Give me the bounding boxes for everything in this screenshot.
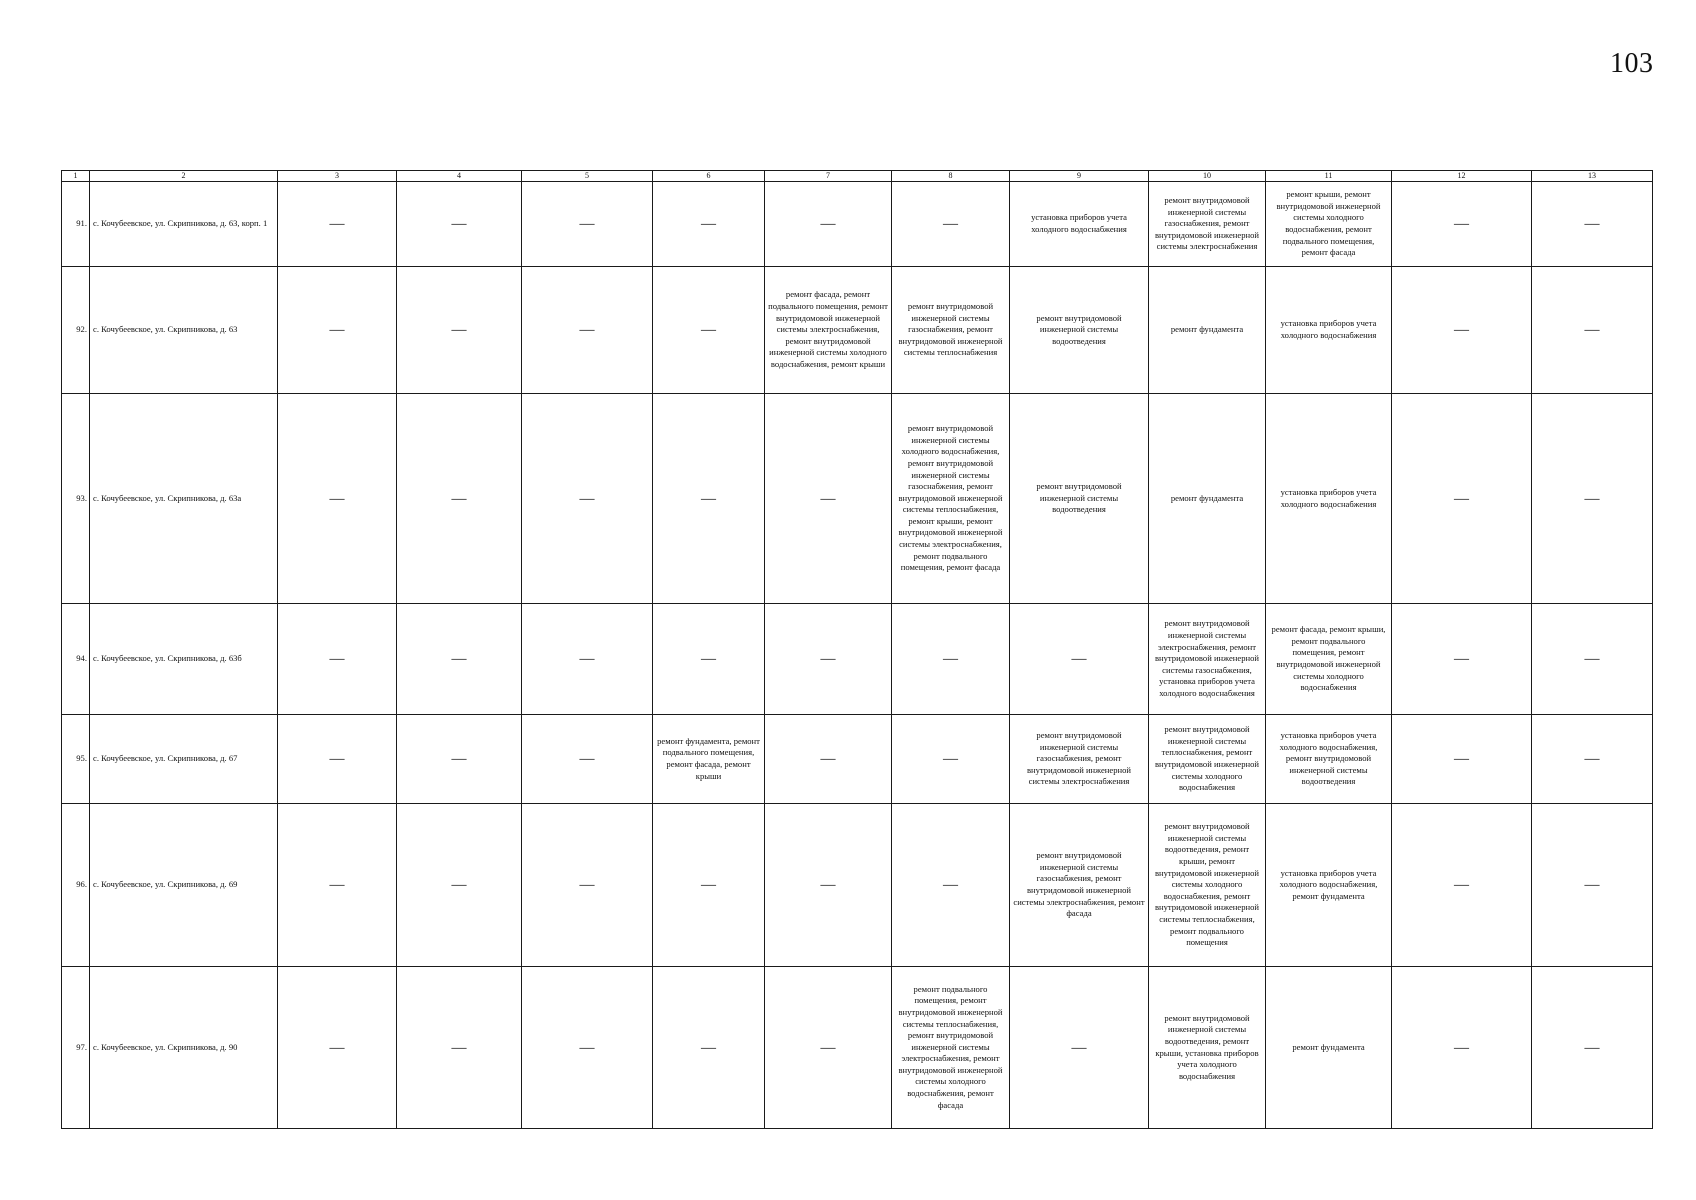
- cell-col-3: —: [278, 967, 397, 1129]
- cell-col-12: —: [1392, 394, 1532, 604]
- cell-col-10: ремонт внутридомовой инженерной системы газоснабжения, ремонт внутридомовой инженерной системы электроснабжения: [1149, 182, 1266, 267]
- cell-col-8: —: [892, 804, 1010, 967]
- cell-col-10: ремонт фундамента: [1149, 394, 1266, 604]
- cell-col-6: —: [653, 394, 765, 604]
- cell-col-11: установка приборов учета холодного водоснабжения: [1266, 394, 1392, 604]
- cell-col-9: ремонт внутридомовой инженерной системы газоснабжения, ремонт внутридомовой инженерной системы электроснабжения, ремонт фасада: [1010, 804, 1149, 967]
- cell-col-5: —: [522, 604, 653, 715]
- cell-col-3: —: [278, 394, 397, 604]
- cell-col-8: —: [892, 715, 1010, 804]
- cell-col-6: —: [653, 267, 765, 394]
- cell-col-4: —: [397, 267, 522, 394]
- page-number: 103: [1610, 48, 1654, 79]
- cell-col-5: —: [522, 715, 653, 804]
- row-number: 91.: [62, 182, 90, 267]
- table-row: [62, 182, 1653, 267]
- cell-col-3: —: [278, 182, 397, 267]
- cell-col-13: —: [1532, 267, 1653, 394]
- cell-col-10: ремонт внутридомовой инженерной системы электроснабжения, ремонт внутридомовой инженерной системы газоснабжения, установка приборов учета холодного водоснабжения: [1149, 604, 1266, 715]
- cell-col-13: —: [1532, 394, 1653, 604]
- cell-col-7: —: [765, 394, 892, 604]
- cell-col-10: ремонт внутридомовой инженерной системы теплоснабжения, ремонт внутридомовой инженерной системы холодного водоснабжения: [1149, 715, 1266, 804]
- cell-col-5: —: [522, 267, 653, 394]
- cell-col-6: —: [653, 804, 765, 967]
- table-row: [62, 267, 1653, 394]
- cell-col-12: —: [1392, 804, 1532, 967]
- cell-col-6: —: [653, 967, 765, 1129]
- row-number: 95.: [62, 715, 90, 804]
- column-header: 4: [397, 171, 522, 182]
- cell-col-5: —: [522, 182, 653, 267]
- cell-col-8: ремонт внутридомовой инженерной системы газоснабжения, ремонт внутридомовой инженерной системы теплоснабжения: [892, 267, 1010, 394]
- table-row: [62, 604, 1653, 715]
- table-row: [62, 967, 1653, 1129]
- address-cell: с. Кочубеевское, ул. Скрипникова, д. 63: [90, 267, 278, 394]
- cell-col-10: ремонт фундамента: [1149, 267, 1266, 394]
- table-row: [62, 715, 1653, 804]
- cell-col-13: —: [1532, 182, 1653, 267]
- address-cell: с. Кочубеевское, ул. Скрипникова, д. 63б: [90, 604, 278, 715]
- cell-col-12: —: [1392, 182, 1532, 267]
- cell-col-12: —: [1392, 967, 1532, 1129]
- cell-col-11: установка приборов учета холодного водоснабжения: [1266, 267, 1392, 394]
- address-cell: с. Кочубеевское, ул. Скрипникова, д. 67: [90, 715, 278, 804]
- column-header: 13: [1532, 171, 1653, 182]
- column-header: 3: [278, 171, 397, 182]
- column-header: 6: [653, 171, 765, 182]
- cell-col-3: —: [278, 804, 397, 967]
- row-number: 97.: [62, 967, 90, 1129]
- cell-col-4: —: [397, 715, 522, 804]
- row-number: 96.: [62, 804, 90, 967]
- cell-col-12: —: [1392, 267, 1532, 394]
- cell-col-7: —: [765, 804, 892, 967]
- cell-col-3: —: [278, 604, 397, 715]
- column-header: 5: [522, 171, 653, 182]
- cell-col-6: —: [653, 604, 765, 715]
- address-cell: с. Кочубеевское, ул. Скрипникова, д. 90: [90, 967, 278, 1129]
- cell-col-9: —: [1010, 604, 1149, 715]
- table-row: [62, 804, 1653, 967]
- cell-col-10: ремонт внутридомовой инженерной системы водоотведения, ремонт крыши, установка приборов учета холодного водоснабжения: [1149, 967, 1266, 1129]
- row-number: 92.: [62, 267, 90, 394]
- cell-col-3: —: [278, 715, 397, 804]
- cell-col-6: ремонт фундамента, ремонт подвального помещения, ремонт фасада, ремонт крыши: [653, 715, 765, 804]
- row-number: 94.: [62, 604, 90, 715]
- cell-col-5: —: [522, 967, 653, 1129]
- column-header: 9: [1010, 171, 1149, 182]
- cell-col-12: —: [1392, 715, 1532, 804]
- address-cell: с. Кочубеевское, ул. Скрипникова, д. 63, корп. 1: [90, 182, 278, 267]
- cell-col-13: —: [1532, 715, 1653, 804]
- column-header: 11: [1266, 171, 1392, 182]
- cell-col-8: ремонт подвального помещения, ремонт внутридомовой инженерной системы теплоснабжения, ремонт внутридомовой инженерной системы электроснабжения, ремонт внутридомовой инженерной системы холодного водоснабжения, ремонт фасада: [892, 967, 1010, 1129]
- cell-col-7: —: [765, 604, 892, 715]
- cell-col-9: ремонт внутридомовой инженерной системы газоснабжения, ремонт внутридомовой инженерной системы электроснабжения: [1010, 715, 1149, 804]
- cell-col-9: ремонт внутридомовой инженерной системы водоотведения: [1010, 267, 1149, 394]
- address-cell: с. Кочубеевское, ул. Скрипникова, д. 63а: [90, 394, 278, 604]
- cell-col-11: ремонт фундамента: [1266, 967, 1392, 1129]
- cell-col-9: —: [1010, 967, 1149, 1129]
- cell-col-6: —: [653, 182, 765, 267]
- cell-col-11: установка приборов учета холодного водоснабжения, ремонт фундамента: [1266, 804, 1392, 967]
- cell-col-8: —: [892, 182, 1010, 267]
- cell-col-13: —: [1532, 967, 1653, 1129]
- cell-col-5: —: [522, 804, 653, 967]
- column-header: 1: [62, 171, 90, 182]
- cell-col-5: —: [522, 394, 653, 604]
- address-cell: с. Кочубеевское, ул. Скрипникова, д. 69: [90, 804, 278, 967]
- cell-col-7: —: [765, 715, 892, 804]
- repair-schedule-table: [61, 170, 1653, 1129]
- cell-col-3: —: [278, 267, 397, 394]
- cell-col-7: —: [765, 967, 892, 1129]
- table-row: [62, 394, 1653, 604]
- cell-col-13: —: [1532, 804, 1653, 967]
- column-header: 2: [90, 171, 278, 182]
- cell-col-10: ремонт внутридомовой инженерной системы водоотведения, ремонт крыши, ремонт внутридомовой инженерной системы холодного водоснабжения, ремонт внутридомовой инженерной системы теплоснабжения, ремонт подвального помещения: [1149, 804, 1266, 967]
- cell-col-4: —: [397, 182, 522, 267]
- row-number: 93.: [62, 394, 90, 604]
- cell-col-9: установка приборов учета холодного водоснабжения: [1010, 182, 1149, 267]
- cell-col-4: —: [397, 804, 522, 967]
- cell-col-11: установка приборов учета холодного водоснабжения, ремонт внутридомовой инженерной системы водоотведения: [1266, 715, 1392, 804]
- cell-col-11: ремонт фасада, ремонт крыши, ремонт подвального помещения, ремонт внутридомовой инженерной системы холодного водоснабжения: [1266, 604, 1392, 715]
- cell-col-12: —: [1392, 604, 1532, 715]
- cell-col-9: ремонт внутридомовой инженерной системы водоотведения: [1010, 394, 1149, 604]
- cell-col-4: —: [397, 604, 522, 715]
- cell-col-13: —: [1532, 604, 1653, 715]
- cell-col-4: —: [397, 394, 522, 604]
- column-header: 8: [892, 171, 1010, 182]
- cell-col-7: —: [765, 182, 892, 267]
- cell-col-8: —: [892, 604, 1010, 715]
- cell-col-4: —: [397, 967, 522, 1129]
- cell-col-8: ремонт внутридомовой инженерной системы холодного водоснабжения, ремонт внутридомовой инженерной системы газоснабжения, ремонт внутридомовой инженерной системы теплоснабжения, ремонт крыши, ремонт внутридомовой инженерной системы электроснабжения, ремонт подвального помещения, ремонт фасада: [892, 394, 1010, 604]
- column-header: 10: [1149, 171, 1266, 182]
- column-number-row: [62, 171, 1653, 182]
- column-header: 12: [1392, 171, 1532, 182]
- cell-col-7: ремонт фасада, ремонт подвального помещения, ремонт внутридомовой инженерной системы электроснабжения, ремонт внутридомовой инженерной системы холодного водоснабжения, ремонт крыши: [765, 267, 892, 394]
- cell-col-11: ремонт крыши, ремонт внутридомовой инженерной системы холодного водоснабжения, ремонт подвального помещения, ремонт фасада: [1266, 182, 1392, 267]
- column-header: 7: [765, 171, 892, 182]
